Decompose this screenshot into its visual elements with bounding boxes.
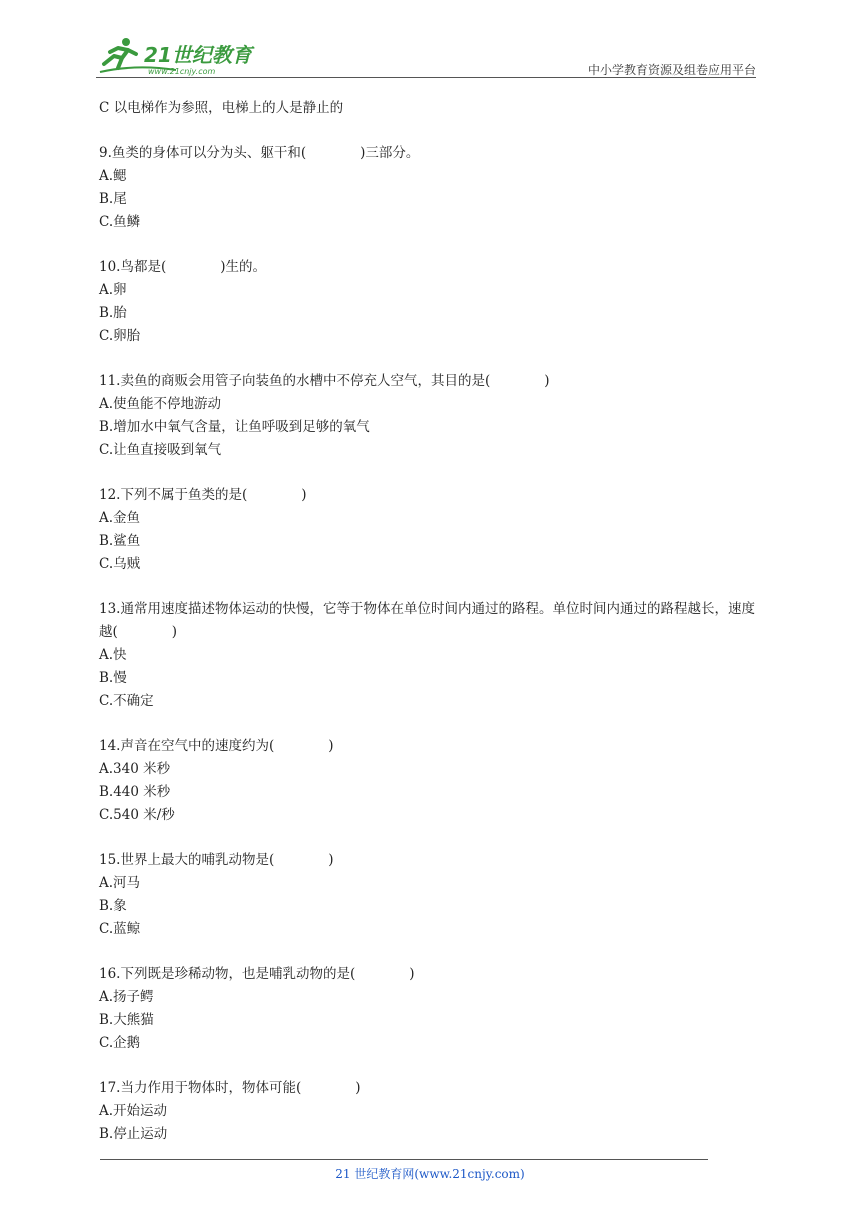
question-stem: 12.下列不属于鱼类的是( )	[99, 487, 307, 503]
question-stem: 16.下列既是珍稀动物，也是哺乳动物的是( )	[99, 966, 415, 982]
question-stem: 13.通常用速度描述物体运动的快慢，它等于物体在单位时间内通过的路程。单位时间内通过的路程越长，速度越( )	[99, 601, 755, 640]
answer-option: A.河马	[99, 875, 141, 891]
question-block	[99, 142, 764, 234]
question-block	[99, 484, 764, 576]
answer-option: C.乌贼	[99, 556, 141, 572]
question-stem: 11.卖鱼的商贩会用管子向装鱼的水槽中不停充人空气，其目的是( )	[99, 373, 550, 389]
answer-option: B.停止运动	[99, 1126, 168, 1142]
question-stem: 10.鸟都是( )生的。	[99, 259, 267, 275]
page-header	[96, 34, 756, 78]
answer-option: C.不确定	[99, 693, 154, 709]
question-block	[99, 598, 764, 713]
logo	[96, 34, 266, 78]
answer-option: A.卵	[99, 282, 127, 298]
answer-option: A.340 米秒	[99, 761, 171, 777]
answer-option: A.鳃	[99, 168, 127, 184]
question-block	[99, 1077, 764, 1146]
answer-option: C.卵胎	[99, 328, 141, 344]
runner-logo-icon	[96, 34, 266, 78]
answer-option: B.440 米秒	[99, 784, 171, 800]
answer-option: C.蓝鲸	[99, 921, 141, 937]
logo-url: www.21cnjy.com	[148, 67, 216, 76]
answer-option: B.象	[99, 898, 127, 914]
answer-option: C.让鱼直接吸到氧气	[99, 442, 222, 458]
question-block	[99, 849, 764, 941]
answer-option: A.开始运动	[99, 1103, 168, 1119]
answer-option: C.企鹅	[99, 1035, 141, 1051]
lead-line: C 以电梯作为参照，电梯上的人是静止的	[99, 100, 344, 116]
footer-divider	[100, 1159, 708, 1160]
answer-option: B.鲨鱼	[99, 533, 141, 549]
question-stem: 9.鱼类的身体可以分为头、躯干和( )三部分。	[99, 145, 420, 161]
question-block	[99, 735, 764, 827]
answer-option: A.快	[99, 647, 127, 663]
question-block	[99, 370, 764, 462]
logo-text: 21世纪教育	[144, 43, 252, 67]
question-block	[99, 256, 764, 348]
answer-option: B.慢	[99, 670, 127, 686]
answer-option: A.金鱼	[99, 510, 141, 526]
footer-link[interactable]: 21 世纪教育网(www.21cnjy.com)	[335, 1167, 525, 1181]
question-stem: 17.当力作用于物体时，物体可能( )	[99, 1080, 361, 1096]
question-stem: 15.世界上最大的哺乳动物是( )	[99, 852, 334, 868]
answer-option: B.增加水中氧气含量，让鱼呼吸到足够的氧气	[99, 419, 370, 435]
answer-option: A.使鱼能不停地游动	[99, 396, 222, 412]
answer-option: B.大熊猫	[99, 1012, 154, 1028]
question-block	[99, 963, 764, 1055]
platform-title: 中小学教育资源及组卷应用平台	[587, 63, 756, 77]
header-divider	[96, 77, 756, 78]
answer-option: B.胎	[99, 305, 127, 321]
answer-option: A.扬子鳄	[99, 989, 154, 1005]
answer-option: B.尾	[99, 191, 127, 207]
question-stem: 14.声音在空气中的速度约为( )	[99, 738, 334, 754]
question-list	[99, 97, 764, 1146]
answer-option: C.540 米/秒	[99, 807, 175, 823]
answer-option: C.鱼鳞	[99, 214, 141, 230]
